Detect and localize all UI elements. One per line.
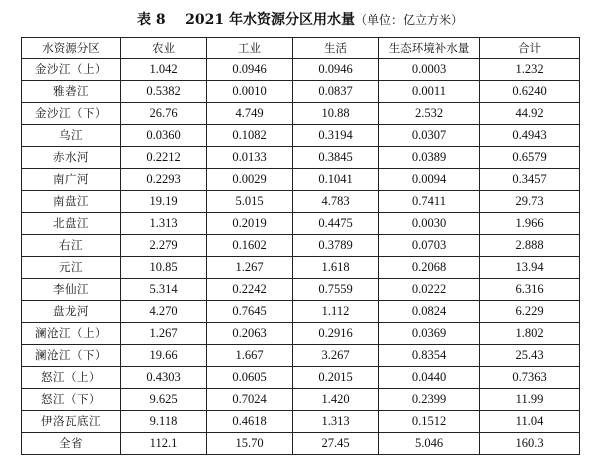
- agriculture-cell: 2.279: [121, 235, 207, 257]
- table-row: [22, 345, 580, 367]
- total-cell: 0.7363: [480, 367, 580, 389]
- table-row: [22, 257, 580, 279]
- total-cell: 2.888: [480, 235, 580, 257]
- total-cell: 13.94: [480, 257, 580, 279]
- total-cell: 0.6240: [480, 81, 580, 103]
- region-cell: 金沙江（下）: [22, 103, 121, 125]
- total-cell: 0.4943: [480, 125, 580, 147]
- header-row: [22, 38, 580, 59]
- region-cell: 澜沧江（下）: [22, 345, 121, 367]
- table-row: [22, 213, 580, 235]
- agriculture-cell: 0.0360: [121, 125, 207, 147]
- ecological-cell: 0.0389: [379, 147, 480, 169]
- domestic-cell: 0.7559: [293, 279, 379, 301]
- table-row: [22, 147, 580, 169]
- industry-cell: 0.2063: [207, 323, 293, 345]
- domestic-cell: 0.0946: [293, 59, 379, 81]
- column-header-domestic: 生活: [293, 38, 379, 59]
- agriculture-cell: 0.5382: [121, 81, 207, 103]
- ecological-cell: 5.046: [379, 433, 480, 455]
- industry-cell: 0.0010: [207, 81, 293, 103]
- region-cell: 南盘江: [22, 191, 121, 213]
- industry-cell: 0.2242: [207, 279, 293, 301]
- industry-cell: 0.7024: [207, 389, 293, 411]
- domestic-cell: 1.313: [293, 411, 379, 433]
- industry-cell: 1.667: [207, 345, 293, 367]
- industry-cell: 1.267: [207, 257, 293, 279]
- table-row: [22, 279, 580, 301]
- agriculture-cell: 19.66: [121, 345, 207, 367]
- region-cell: 赤水河: [22, 147, 121, 169]
- table-title-text: 2021 年水资源分区用水量: [185, 12, 355, 28]
- agriculture-cell: 4.270: [121, 301, 207, 323]
- ecological-cell: 0.0003: [379, 59, 480, 81]
- total-cell: 160.3: [480, 433, 580, 455]
- table-row: [22, 433, 580, 455]
- region-cell: 澜沧江（上）: [22, 323, 121, 345]
- table-header: [22, 38, 580, 59]
- total-cell: 11.99: [480, 389, 580, 411]
- column-header-ecological: 生态环境补水量: [379, 38, 480, 59]
- domestic-cell: 0.1041: [293, 169, 379, 191]
- water-use-table: [21, 37, 580, 455]
- industry-cell: 0.0133: [207, 147, 293, 169]
- agriculture-cell: 112.1: [121, 433, 207, 455]
- domestic-cell: 4.783: [293, 191, 379, 213]
- ecological-cell: 0.0440: [379, 367, 480, 389]
- industry-cell: 0.0946: [207, 59, 293, 81]
- table-row: [22, 235, 580, 257]
- total-cell: 25.43: [480, 345, 580, 367]
- table-row: [22, 301, 580, 323]
- industry-cell: 4.749: [207, 103, 293, 125]
- domestic-cell: 0.3194: [293, 125, 379, 147]
- ecological-cell: 0.0222: [379, 279, 480, 301]
- ecological-cell: 0.0307: [379, 125, 480, 147]
- region-cell: 全省: [22, 433, 121, 455]
- ecological-cell: 2.532: [379, 103, 480, 125]
- total-cell: 11.04: [480, 411, 580, 433]
- ecological-cell: 0.0703: [379, 235, 480, 257]
- agriculture-cell: 9.118: [121, 411, 207, 433]
- table-number: 表 8: [137, 12, 166, 28]
- industry-cell: 0.2019: [207, 213, 293, 235]
- total-cell: 6.316: [480, 279, 580, 301]
- table-body: [22, 59, 580, 455]
- domestic-cell: 0.4475: [293, 213, 379, 235]
- industry-cell: 0.4618: [207, 411, 293, 433]
- domestic-cell: 1.618: [293, 257, 379, 279]
- table-row: [22, 389, 580, 411]
- column-header-industry: 工业: [207, 38, 293, 59]
- agriculture-cell: 1.267: [121, 323, 207, 345]
- domestic-cell: 0.2916: [293, 323, 379, 345]
- ecological-cell: 0.2399: [379, 389, 480, 411]
- total-cell: 1.966: [480, 213, 580, 235]
- agriculture-cell: 19.19: [121, 191, 207, 213]
- table-row: [22, 125, 580, 147]
- agriculture-cell: 1.042: [121, 59, 207, 81]
- table-title: [0, 10, 600, 30]
- region-cell: 盘龙河: [22, 301, 121, 323]
- agriculture-cell: 10.85: [121, 257, 207, 279]
- total-cell: 44.92: [480, 103, 580, 125]
- table-row: [22, 323, 580, 345]
- agriculture-cell: 0.2293: [121, 169, 207, 191]
- region-cell: 伊洛瓦底江: [22, 411, 121, 433]
- agriculture-cell: 1.313: [121, 213, 207, 235]
- column-header-total: 合计: [480, 38, 580, 59]
- ecological-cell: 0.0094: [379, 169, 480, 191]
- industry-cell: 0.1082: [207, 125, 293, 147]
- region-cell: 怒江（下）: [22, 389, 121, 411]
- domestic-cell: 1.112: [293, 301, 379, 323]
- ecological-cell: 0.0011: [379, 81, 480, 103]
- total-cell: 1.802: [480, 323, 580, 345]
- domestic-cell: 27.45: [293, 433, 379, 455]
- agriculture-cell: 9.625: [121, 389, 207, 411]
- ecological-cell: 0.7411: [379, 191, 480, 213]
- industry-cell: 0.1602: [207, 235, 293, 257]
- table-row: [22, 367, 580, 389]
- ecological-cell: 0.8354: [379, 345, 480, 367]
- industry-cell: 0.0605: [207, 367, 293, 389]
- total-cell: 0.3457: [480, 169, 580, 191]
- domestic-cell: 10.88: [293, 103, 379, 125]
- industry-cell: 0.0029: [207, 169, 293, 191]
- table-row: [22, 81, 580, 103]
- total-cell: 6.229: [480, 301, 580, 323]
- column-header-region: 水资源分区: [22, 38, 121, 59]
- region-cell: 元江: [22, 257, 121, 279]
- region-cell: 李仙江: [22, 279, 121, 301]
- region-cell: 怒江（上）: [22, 367, 121, 389]
- total-cell: 1.232: [480, 59, 580, 81]
- domestic-cell: 0.3845: [293, 147, 379, 169]
- region-cell: 北盘江: [22, 213, 121, 235]
- domestic-cell: 3.267: [293, 345, 379, 367]
- region-cell: 金沙江（上）: [22, 59, 121, 81]
- domestic-cell: 0.0837: [293, 81, 379, 103]
- table-row: [22, 411, 580, 433]
- domestic-cell: 0.3789: [293, 235, 379, 257]
- agriculture-cell: 5.314: [121, 279, 207, 301]
- agriculture-cell: 0.4303: [121, 367, 207, 389]
- table-row: [22, 169, 580, 191]
- industry-cell: 5.015: [207, 191, 293, 213]
- column-header-agriculture: 农业: [121, 38, 207, 59]
- total-cell: 0.6579: [480, 147, 580, 169]
- table-row: [22, 59, 580, 81]
- ecological-cell: 0.0369: [379, 323, 480, 345]
- table-row: [22, 191, 580, 213]
- table-row: [22, 103, 580, 125]
- industry-cell: 0.7645: [207, 301, 293, 323]
- region-cell: 南广河: [22, 169, 121, 191]
- total-cell: 29.73: [480, 191, 580, 213]
- region-cell: 雅砻江: [22, 81, 121, 103]
- ecological-cell: 0.0030: [379, 213, 480, 235]
- domestic-cell: 0.2015: [293, 367, 379, 389]
- ecological-cell: 0.1512: [379, 411, 480, 433]
- region-cell: 乌江: [22, 125, 121, 147]
- industry-cell: 15.70: [207, 433, 293, 455]
- region-cell: 右江: [22, 235, 121, 257]
- table-unit: （单位：亿立方米）: [354, 13, 463, 27]
- ecological-cell: 0.2068: [379, 257, 480, 279]
- domestic-cell: 1.420: [293, 389, 379, 411]
- ecological-cell: 0.0824: [379, 301, 480, 323]
- agriculture-cell: 0.2212: [121, 147, 207, 169]
- agriculture-cell: 26.76: [121, 103, 207, 125]
